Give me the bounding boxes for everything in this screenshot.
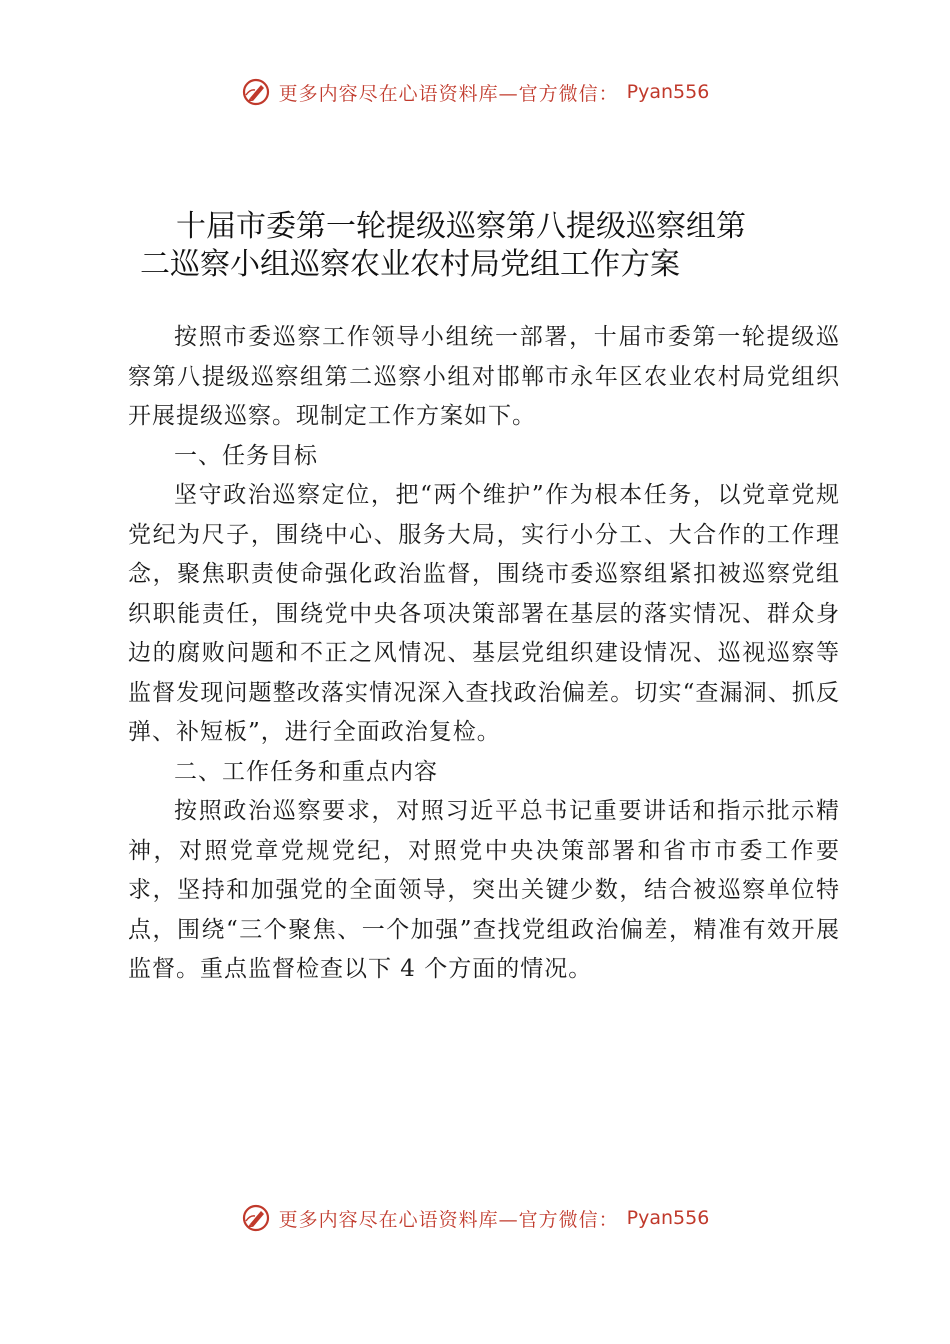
title-line-1: 十届市委第一轮提级巡察第八提级巡察组第 — [176, 209, 746, 244]
banner-wechat-id: Pyan556 — [626, 1207, 710, 1229]
document-title — [140, 208, 820, 284]
header-banner — [0, 72, 950, 112]
intro-paragraph: 按照市委巡察工作领导小组统一部署，十届市委第一轮提级巡察第八提级巡察组第二巡察小组对邯郸市永年区农业农村局党组织开展提级巡察。现制定工作方案如下。 — [128, 324, 840, 429]
banner-wechat-id: Pyan556 — [626, 81, 710, 103]
pen-seal-icon — [241, 77, 271, 107]
banner-text: 更多内容尽在心语资料库—官方微信： — [278, 1208, 619, 1231]
document-body — [128, 318, 840, 990]
footer-banner — [0, 1198, 950, 1238]
pen-seal-icon — [241, 1203, 271, 1233]
section-1-heading: 一、任务目标 — [174, 442, 318, 469]
section-2-heading: 二、工作任务和重点内容 — [174, 758, 438, 785]
banner-text: 更多内容尽在心语资料库—官方微信： — [278, 82, 619, 105]
title-line-2: 二巡察小组巡察农业农村局党组工作方案 — [140, 247, 680, 282]
section-2-paragraph: 按照政治巡察要求，对照习近平总书记重要讲话和指示批示精神，对照党章党规党纪，对照党中央决策部署和省市市委工作要求，坚持和加强党的全面领导，突出关键少数，结合被巡察单位特点，围绕“三个聚焦、一个加强”查找党组政治偏差，精准有效开展监督。重点监督检查以下 4 个方面的情况。 — [128, 798, 840, 982]
section-1-paragraph: 坚守政治巡察定位，把“两个维护”作为根本任务，以党章党规党纪为尺子，围绕中心、服务大局，实行小分工、大合作的工作理念，聚焦职责使命强化政治监督，围绕市委巡察组紧扣被巡察党组织职能责任，围绕党中央各项决策部署在基层的落实情况、群众身边的腐败问题和不正之风情况、基层党组织建设情况、巡视巡察等监督发现问题整改落实情况深入查找政治偏差。切实“查漏洞、抓反弹、补短板”，进行全面政治复检。 — [128, 482, 840, 745]
